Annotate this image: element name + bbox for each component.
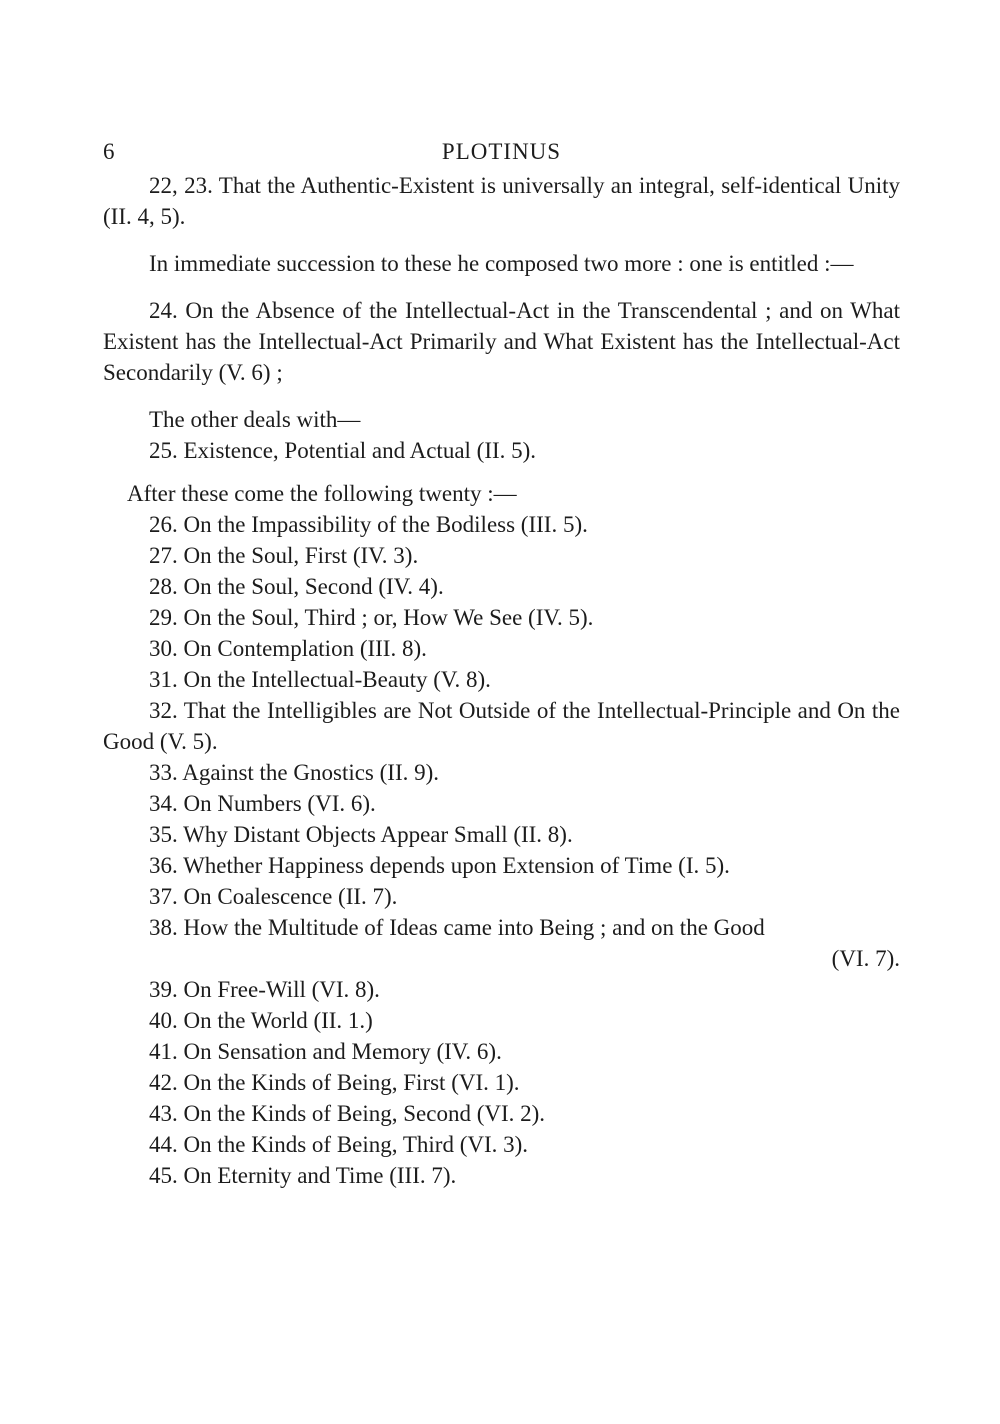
list-item: 35. Why Distant Objects Appear Small (II. 8).	[149, 822, 573, 847]
list-item: 40. On the World (II. 1.)	[149, 1008, 373, 1033]
list-item: 43. On the Kinds of Being, Second (VI. 2).	[149, 1101, 546, 1126]
book-page	[103, 130, 900, 1191]
entry-38: 38. How the Multitude of Ideas came into Being ; and on the Good	[149, 915, 765, 940]
paragraph-succession: In immediate succession to these he composed two more : one is entitled :—	[149, 251, 854, 276]
list-item: 36. Whether Happiness depends upon Extension of Time (I. 5).	[149, 853, 730, 878]
list-item: 27. On the Soul, First (IV. 3).	[149, 543, 419, 568]
list-item: 33. Against the Gnostics (II. 9).	[149, 760, 440, 785]
list-item: 34. On Numbers (VI. 6).	[149, 791, 376, 816]
list-item: 39. On Free-Will (VI. 8).	[149, 977, 380, 1002]
other-deals-line: The other deals with—	[149, 407, 361, 432]
list-item: 26. On the Impassibility of the Bodiless (III. 5).	[149, 512, 588, 537]
list-item: 44. On the Kinds of Being, Third (VI. 3).	[149, 1132, 529, 1157]
entry-25: 25. Existence, Potential and Actual (II. 5).	[149, 438, 537, 463]
list-item: 42. On the Kinds of Being, First (VI. 1).	[149, 1070, 520, 1095]
paragraph-24: 24. On the Absence of the Intellectual-Act in the Transcendental ; and on What Existent has the Intellectual-Act Primarily and What Existent has the Intellectual-Act Secondarily (V. 6) ;	[103, 298, 900, 385]
paragraph-22-23: 22, 23. That the Authentic-Existent is universally an integral, self-identical Unity (II. 4, 5).	[103, 173, 900, 229]
list-item: 41. On Sensation and Memory (IV. 6).	[149, 1039, 502, 1064]
page-header	[103, 130, 900, 170]
list-item: 30. On Contemplation (III. 8).	[149, 636, 427, 661]
list-item: 29. On the Soul, Third ; or, How We See (IV. 5).	[149, 605, 594, 630]
running-title: PLOTINUS	[441, 139, 562, 164]
list-item: 37. On Coalescence (II. 7).	[149, 884, 398, 909]
list-item: 45. On Eternity and Time (III. 7).	[149, 1163, 457, 1188]
entry-32: 32. That the Intelligibles are Not Outside of the Intellectual-Principle and On the Good (V. 5).	[103, 698, 900, 754]
list-item: 28. On the Soul, Second (IV. 4).	[149, 574, 444, 599]
list-item: 31. On the Intellectual-Beauty (V. 8).	[149, 667, 491, 692]
page-number: 6	[103, 139, 115, 164]
entry-38-reference: (VI. 7).	[831, 946, 900, 971]
after-these-line: After these come the following twenty :—	[127, 481, 517, 506]
